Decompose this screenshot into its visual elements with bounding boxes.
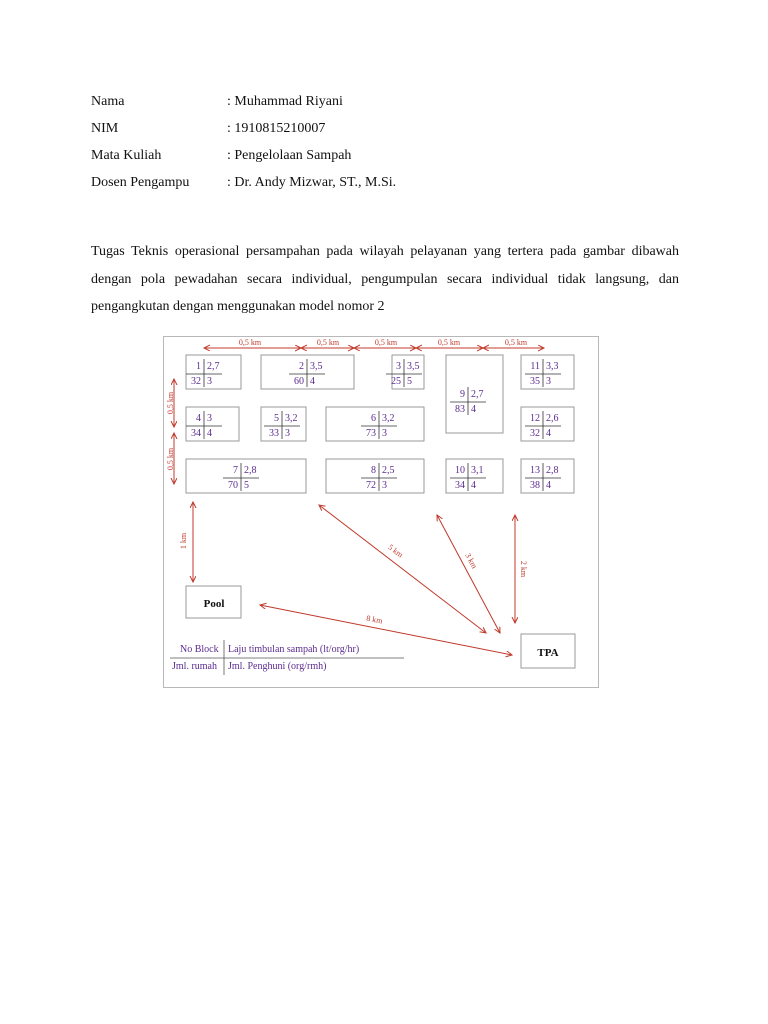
- block-number: 13: [530, 465, 540, 476]
- block-rate: 3,2: [285, 413, 298, 424]
- dimension-label-h3: 0,5 km: [374, 338, 398, 347]
- block-number: 4: [196, 413, 201, 424]
- value-nama: : Muhammad Riyani: [227, 94, 343, 109]
- block-people: 4: [471, 480, 476, 491]
- block-13: [521, 459, 574, 493]
- dimension-label-v1: 0,5 km: [166, 391, 175, 415]
- block-1: [186, 355, 241, 389]
- block-number: 10: [455, 465, 465, 476]
- tpa-label: TPA: [537, 647, 559, 659]
- block-rate: 2,6: [546, 413, 559, 424]
- label-mata-kuliah: Mata Kuliah: [91, 148, 162, 163]
- block-rate: 3,5: [310, 361, 323, 372]
- block-houses: 38: [530, 480, 540, 491]
- block-people: 3: [382, 428, 387, 439]
- block-number: 12: [530, 413, 540, 424]
- block-people: 4: [546, 428, 551, 439]
- service-area-figure: [163, 336, 599, 688]
- block-people: 4: [471, 404, 476, 415]
- block-houses: 83: [455, 404, 465, 415]
- block-number: 3: [396, 361, 401, 372]
- block-number: 1: [196, 361, 201, 372]
- dimension-label-h4: 0,5 km: [437, 338, 461, 347]
- block-people: 4: [207, 428, 212, 439]
- block-people: 4: [310, 376, 315, 387]
- block-people: 5: [407, 376, 412, 387]
- block-9: [446, 355, 503, 433]
- block-rate: 2,7: [207, 361, 220, 372]
- block-people: 3: [207, 376, 212, 387]
- dimension-label-h5: 0,5 km: [504, 338, 528, 347]
- block-rate: 2,5: [382, 465, 395, 476]
- value-mata-kuliah: : Pengelolaan Sampah: [227, 148, 352, 163]
- block-rate: 2,8: [546, 465, 559, 476]
- legend-no-block: No Block: [180, 644, 219, 655]
- block-2: [261, 355, 354, 389]
- block-houses: 25: [391, 376, 401, 387]
- block-houses: 73: [366, 428, 376, 439]
- dimension-label-h2: 0,5 km: [316, 338, 340, 347]
- block-number: 2: [299, 361, 304, 372]
- block-10: [446, 459, 503, 493]
- pool-label: Pool: [203, 598, 225, 610]
- block-rate: 3,1: [471, 465, 484, 476]
- block-houses: 32: [530, 428, 540, 439]
- block-12: [521, 407, 574, 441]
- dimension-label-h1: 0,5 km: [238, 338, 262, 347]
- dimension-label-d_block10: 3 km: [463, 551, 479, 571]
- legend-houses: Jml. rumah: [172, 661, 217, 672]
- block-houses: 35: [530, 376, 540, 387]
- block-number: 7: [233, 465, 238, 476]
- dimension-arrow-d_block10: [437, 515, 500, 633]
- dimension-label-pool_dist: 1 km: [179, 532, 188, 550]
- label-dosen: Dosen Pengampu: [91, 175, 190, 190]
- block-people: 4: [546, 480, 551, 491]
- label-nim: NIM: [91, 121, 119, 136]
- legend: [170, 640, 404, 675]
- value-nim: : 1910815210007: [227, 121, 326, 136]
- block-11: [521, 355, 574, 389]
- block-houses: 33: [269, 428, 279, 439]
- service-area-map: [164, 337, 598, 687]
- block-rate: 2,7: [471, 389, 484, 400]
- task-paragraph: Tugas Teknis operasional persampahan pada wilayah pelayanan yang tertera pada gambar dibawah dengan pola pewadahan secara individual, pengumpulan secara individual tidak langsung, dan pengangkutan dengan menggunakan model nomor 2: [91, 244, 679, 314]
- dimension-label-v2: 0,5 km: [166, 447, 175, 471]
- block-number: 9: [460, 389, 465, 400]
- block-4: [186, 407, 239, 441]
- block-rate: 3,3: [546, 361, 559, 372]
- dimension-label-d_block13: 2 km: [519, 560, 528, 578]
- block-rate: 2,8: [244, 465, 257, 476]
- block-box: [261, 407, 306, 441]
- block-rate: 3,2: [382, 413, 395, 424]
- legend-rate: Laju timbulan sampah (lt/org/hr): [228, 644, 360, 655]
- dimension-arrow-d_block8: [319, 505, 486, 633]
- block-5: [261, 407, 306, 441]
- block-number: 11: [530, 361, 540, 372]
- block-houses: 34: [455, 480, 465, 491]
- blocks-layer: [186, 355, 574, 493]
- dimension-label-d_pool: 8 km: [365, 613, 384, 626]
- block-3: [386, 355, 424, 389]
- dimension-label-d_block8: 5 km: [386, 542, 405, 560]
- block-people: 3: [285, 428, 290, 439]
- block-box: [261, 355, 354, 389]
- block-7: [186, 459, 306, 493]
- block-houses: 70: [228, 480, 238, 491]
- block-houses: 72: [366, 480, 376, 491]
- block-number: 5: [274, 413, 279, 424]
- block-6: [326, 407, 424, 441]
- block-houses: 34: [191, 428, 201, 439]
- block-8: [326, 459, 424, 493]
- block-rate: 3,5: [407, 361, 420, 372]
- block-people: 3: [546, 376, 551, 387]
- label-nama: Nama: [91, 94, 125, 109]
- legend-people: Jml. Penghuni (org/rmh): [228, 661, 327, 672]
- block-number: 6: [371, 413, 376, 424]
- block-number: 8: [371, 465, 376, 476]
- block-people: 5: [244, 480, 249, 491]
- block-houses: 32: [191, 376, 201, 387]
- block-rate: 3: [207, 413, 212, 424]
- value-dosen: : Dr. Andy Mizwar, ST., M.Si.: [227, 175, 397, 190]
- block-houses: 60: [294, 376, 304, 387]
- block-people: 3: [382, 480, 387, 491]
